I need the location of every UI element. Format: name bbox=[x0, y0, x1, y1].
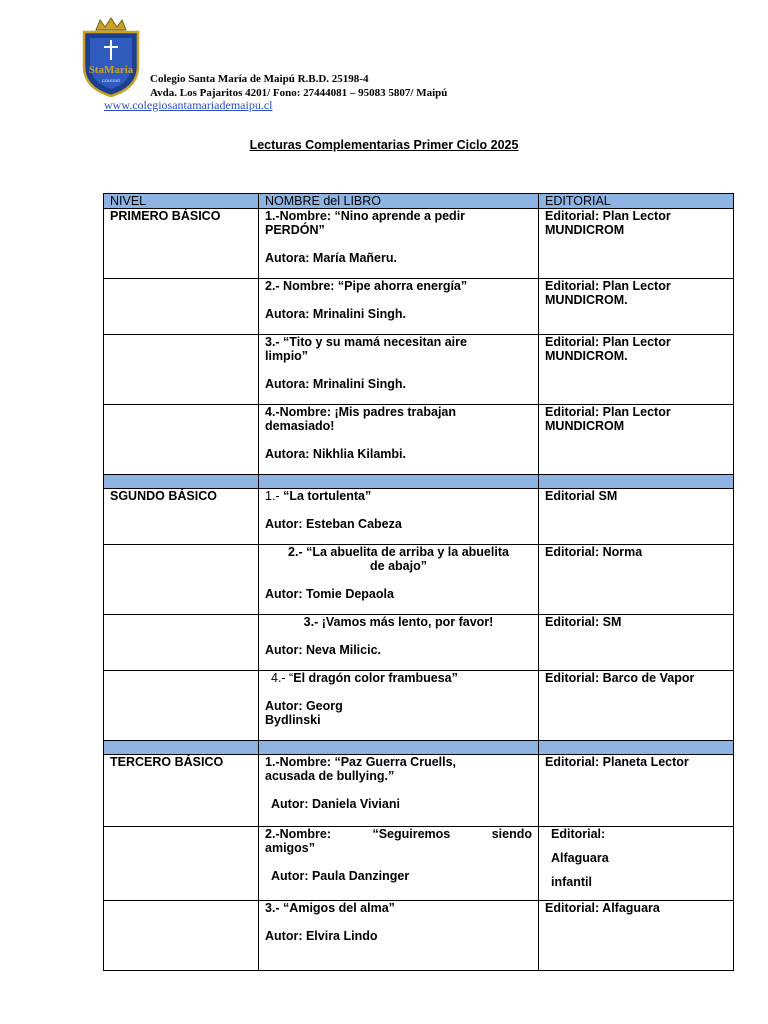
book-title: 1.-Nombre: “Paz Guerra Cruells, bbox=[265, 755, 457, 769]
book-author: Autor: Georg bbox=[265, 699, 343, 713]
book-title-cont: de abajo” bbox=[370, 559, 427, 573]
level-cell bbox=[104, 545, 259, 615]
school-address: Avda. Los Pajaritos 4201/ Fono: 27444081 – 95083 5807/ Maipú bbox=[150, 87, 448, 99]
publisher-line: Editorial SM bbox=[545, 489, 618, 503]
book-cell bbox=[259, 615, 539, 671]
publisher-cell bbox=[539, 489, 734, 545]
header-editorial: EDITORIAL bbox=[539, 194, 734, 209]
book-title: 2.-Nombre: “Seguiremos siendo bbox=[265, 827, 532, 841]
document-title: Lecturas Complementarias Primer Ciclo 2025 bbox=[249, 138, 519, 152]
book-title: 1.- “La tortulenta” bbox=[265, 489, 372, 503]
website-link[interactable]: www.colegiosantamariademaipu.cl bbox=[104, 98, 273, 112]
readings-table bbox=[103, 193, 734, 971]
publisher-line: Editorial: Alfaguara bbox=[545, 901, 660, 915]
book-cell bbox=[259, 671, 539, 741]
book-author: Autora: Mrinalini Singh. bbox=[265, 377, 406, 391]
publisher-cell bbox=[539, 901, 734, 971]
publisher-cell bbox=[539, 545, 734, 615]
table-row bbox=[104, 209, 734, 279]
book-cell bbox=[259, 827, 539, 901]
book-author: Autor: Esteban Cabeza bbox=[265, 517, 402, 531]
level-cell bbox=[104, 335, 259, 405]
book-author: Autora: María Mañeru. bbox=[265, 251, 397, 265]
publisher-line: Editorial: Plan Lector bbox=[545, 209, 671, 223]
publisher-line: Editorial: SM bbox=[545, 615, 622, 629]
book-cell bbox=[259, 405, 539, 475]
table-row bbox=[104, 901, 734, 971]
publisher-line: Editorial: Plan Lector bbox=[545, 405, 671, 419]
book-title-cont: limpio” bbox=[265, 349, 309, 363]
level-cell bbox=[104, 901, 259, 971]
publisher-cell bbox=[539, 405, 734, 475]
header-nombre: NOMBRE del LIBRO bbox=[259, 194, 539, 209]
svg-text:COLEGIO: COLEGIO bbox=[101, 78, 121, 83]
book-title: 4.-Nombre: ¡Mis padres trabajan bbox=[265, 405, 457, 419]
level-cell bbox=[104, 615, 259, 671]
level-cell: SGUNDO BÁSICO bbox=[104, 489, 259, 545]
publisher-line: Editorial: Barco de Vapor bbox=[545, 671, 695, 685]
level-cell bbox=[104, 279, 259, 335]
school-logo bbox=[80, 16, 142, 98]
table-row bbox=[104, 489, 734, 545]
separator-row bbox=[104, 475, 734, 489]
book-author-cont: Bydlinski bbox=[265, 713, 321, 727]
book-title: 3.- “Tito y su mamá necesitan aire bbox=[265, 335, 467, 349]
book-title: 2.- Nombre: “Pipe ahorra energía” bbox=[265, 279, 468, 293]
svg-text:StaMaria: StaMaria bbox=[88, 64, 134, 76]
book-title-cont: acusada de bullying.” bbox=[265, 769, 395, 783]
publisher-line: MUNDICROM. bbox=[545, 293, 628, 307]
table-row bbox=[104, 279, 734, 335]
book-cell bbox=[259, 209, 539, 279]
book-title: 3.- ¡Vamos más lento, por favor! bbox=[303, 615, 494, 629]
book-cell bbox=[259, 545, 539, 615]
publisher-line: Editorial: Planeta Lector bbox=[545, 755, 689, 769]
publisher-cell bbox=[539, 209, 734, 279]
publisher-cell bbox=[539, 755, 734, 827]
book-title-cont: PERDÓN” bbox=[265, 223, 325, 237]
publisher-line: Editorial: bbox=[551, 827, 606, 841]
header-nivel: NIVEL bbox=[104, 194, 259, 209]
table-row bbox=[104, 615, 734, 671]
level-cell bbox=[104, 405, 259, 475]
table-row bbox=[104, 545, 734, 615]
book-author: Autora: Nikhlia Kilambi. bbox=[265, 447, 406, 461]
book-cell bbox=[259, 901, 539, 971]
table-header-row bbox=[104, 194, 734, 209]
book-title: 1.-Nombre: “Nino aprende a pedir bbox=[265, 209, 466, 223]
level-cell: TERCERO BÁSICO bbox=[104, 755, 259, 827]
school-info bbox=[150, 72, 447, 100]
publisher-cell bbox=[539, 279, 734, 335]
book-author: Autor: Daniela Viviani bbox=[271, 797, 400, 811]
publisher-cell bbox=[539, 671, 734, 741]
publisher-cell bbox=[539, 615, 734, 671]
publisher-line: Editorial: Plan Lector bbox=[545, 335, 671, 349]
table-row bbox=[104, 405, 734, 475]
book-author: Autor: Paula Danzinger bbox=[271, 869, 410, 883]
book-cell bbox=[259, 755, 539, 827]
book-author: Autor: Elvira Lindo bbox=[265, 929, 378, 943]
publisher-cell bbox=[539, 827, 734, 901]
level-cell bbox=[104, 827, 259, 901]
publisher-line: MUNDICROM. bbox=[545, 349, 628, 363]
book-author: Autora: Mrinalini Singh. bbox=[265, 307, 406, 321]
publisher-line: MUNDICROM bbox=[545, 223, 625, 237]
book-cell bbox=[259, 489, 539, 545]
publisher-line: infantil bbox=[551, 875, 592, 889]
table-row bbox=[104, 755, 734, 827]
table-row bbox=[104, 827, 734, 901]
publisher-cell bbox=[539, 335, 734, 405]
table-row bbox=[104, 335, 734, 405]
publisher-line: Editorial: Plan Lector bbox=[545, 279, 671, 293]
publisher-line: Editorial: Norma bbox=[545, 545, 643, 559]
book-title-cont: amigos” bbox=[265, 841, 316, 855]
book-title: 3.- “Amigos del alma” bbox=[265, 901, 395, 915]
table-row bbox=[104, 671, 734, 741]
level-cell bbox=[104, 671, 259, 741]
book-cell bbox=[259, 279, 539, 335]
book-title: 4.- “El dragón color frambuesa” bbox=[271, 671, 458, 685]
level-cell: PRIMERO BÁSICO bbox=[104, 209, 259, 279]
book-title: 2.- “La abuelita de arriba y la abuelita bbox=[288, 545, 509, 559]
book-author: Autor: Neva Milicic. bbox=[265, 643, 381, 657]
book-title-cont: demasiado! bbox=[265, 419, 335, 433]
separator-row bbox=[104, 741, 734, 755]
publisher-line: MUNDICROM bbox=[545, 419, 625, 433]
book-author: Autor: Tomie Depaola bbox=[265, 587, 394, 601]
publisher-line: Alfaguara bbox=[551, 851, 609, 865]
school-name: Colegio Santa María de Maipú R.B.D. 25198-4 bbox=[150, 73, 369, 85]
book-cell bbox=[259, 335, 539, 405]
